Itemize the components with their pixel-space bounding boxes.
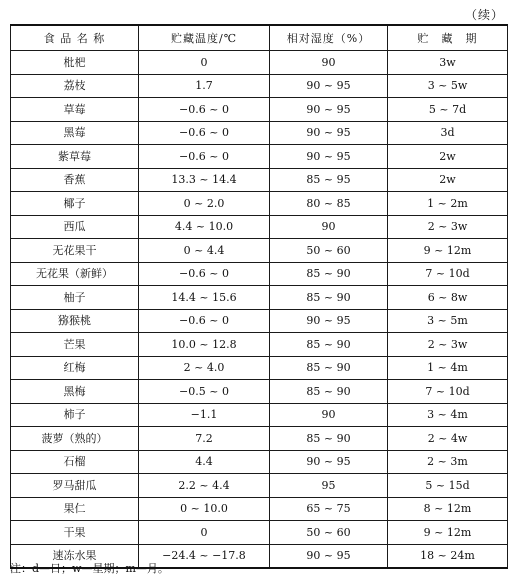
table-row: [11, 497, 508, 521]
table-row: [11, 356, 508, 380]
storage-period-cell: 8 ~ 12m: [388, 497, 508, 521]
table-row: [11, 74, 508, 98]
humidity-cell: 85 ~ 90: [270, 380, 388, 404]
humidity-cell: 50 ~ 60: [270, 239, 388, 263]
storage-period-cell: 3d: [388, 121, 508, 145]
storage-period-cell: 2w: [388, 168, 508, 192]
storage-period-cell: 6 ~ 8w: [388, 286, 508, 310]
humidity-cell: 85 ~ 90: [270, 427, 388, 451]
storage-period-cell: 2 ~ 3w: [388, 333, 508, 357]
storage-table: [10, 24, 508, 569]
storage-temp-cell: −24.4 ~ −17.8: [139, 544, 270, 568]
humidity-cell: 85 ~ 90: [270, 356, 388, 380]
table-row: [11, 450, 508, 474]
continued-label: （续）: [464, 8, 504, 22]
humidity-cell: 90 ~ 95: [270, 98, 388, 122]
storage-period-cell: 18 ~ 24m: [388, 544, 508, 568]
storage-temp-cell: 2.2 ~ 4.4: [139, 474, 270, 498]
storage-period-cell: 3 ~ 5w: [388, 74, 508, 98]
storage-temp-cell: 13.3 ~ 14.4: [139, 168, 270, 192]
storage-temp-cell: 2 ~ 4.0: [139, 356, 270, 380]
food-name-cell: 柿子: [11, 403, 139, 427]
humidity-cell: 90: [270, 51, 388, 75]
storage-period-cell: 7 ~ 10d: [388, 380, 508, 404]
storage-temp-cell: 10.0 ~ 12.8: [139, 333, 270, 357]
humidity-cell: 65 ~ 75: [270, 497, 388, 521]
food-name-cell: 猕猴桃: [11, 309, 139, 333]
storage-period-cell: 9 ~ 12m: [388, 521, 508, 545]
storage-temp-cell: 7.2: [139, 427, 270, 451]
humidity-cell: 90: [270, 215, 388, 239]
food-name-cell: 椰子: [11, 192, 139, 216]
storage-temp-cell: 4.4 ~ 10.0: [139, 215, 270, 239]
table-row: [11, 309, 508, 333]
storage-temp-cell: −0.6 ~ 0: [139, 121, 270, 145]
table-row: [11, 192, 508, 216]
storage-period-cell: 5 ~ 15d: [388, 474, 508, 498]
food-name-cell: 紫草莓: [11, 145, 139, 169]
food-name-cell: 无花果干: [11, 239, 139, 263]
food-name-cell: 无花果（新鲜）: [11, 262, 139, 286]
humidity-cell: 85 ~ 90: [270, 262, 388, 286]
food-name-cell: 速冻水果: [11, 544, 139, 568]
humidity-cell: 50 ~ 60: [270, 521, 388, 545]
header-storage-period: 贮 藏 期: [388, 25, 508, 51]
table-row: [11, 474, 508, 498]
humidity-cell: 85 ~ 90: [270, 286, 388, 310]
humidity-cell: 80 ~ 85: [270, 192, 388, 216]
storage-temp-cell: 0: [139, 521, 270, 545]
humidity-cell: 90 ~ 95: [270, 450, 388, 474]
storage-temp-cell: −0.6 ~ 0: [139, 309, 270, 333]
storage-period-cell: 3 ~ 4m: [388, 403, 508, 427]
humidity-cell: 90 ~ 95: [270, 309, 388, 333]
humidity-cell: 90 ~ 95: [270, 544, 388, 568]
storage-temp-cell: −0.5 ~ 0: [139, 380, 270, 404]
table-row: [11, 427, 508, 451]
storage-temp-cell: −0.6 ~ 0: [139, 145, 270, 169]
storage-period-cell: 2 ~ 4w: [388, 427, 508, 451]
food-name-cell: 果仁: [11, 497, 139, 521]
table-row: [11, 168, 508, 192]
food-name-cell: 西瓜: [11, 215, 139, 239]
footnote: 注：d—日；w—星期；m—月。: [10, 562, 169, 575]
table-row: [11, 262, 508, 286]
table-row: [11, 215, 508, 239]
food-name-cell: 黑莓: [11, 121, 139, 145]
food-name-cell: 菠萝（熟的）: [11, 427, 139, 451]
food-name-cell: 黑梅: [11, 380, 139, 404]
table-row: [11, 121, 508, 145]
storage-temp-cell: 1.7: [139, 74, 270, 98]
storage-temp-cell: 4.4: [139, 450, 270, 474]
table-row: [11, 380, 508, 404]
table-row: [11, 403, 508, 427]
table-row: [11, 51, 508, 75]
table-row: [11, 239, 508, 263]
header-storage-temp: 贮藏温度/℃: [139, 25, 270, 51]
humidity-cell: 95: [270, 474, 388, 498]
storage-period-cell: 9 ~ 12m: [388, 239, 508, 263]
storage-period-cell: 5 ~ 7d: [388, 98, 508, 122]
humidity-cell: 90 ~ 95: [270, 74, 388, 98]
storage-period-cell: 3 ~ 5m: [388, 309, 508, 333]
storage-period-cell: 7 ~ 10d: [388, 262, 508, 286]
food-name-cell: 柚子: [11, 286, 139, 310]
header-humidity: 相对湿度（%）: [270, 25, 388, 51]
header-food-name: 食 品 名 称: [11, 25, 139, 51]
table-row: [11, 145, 508, 169]
food-name-cell: 芒果: [11, 333, 139, 357]
food-name-cell: 香蕉: [11, 168, 139, 192]
food-name-cell: 荔枝: [11, 74, 139, 98]
humidity-cell: 85 ~ 90: [270, 333, 388, 357]
storage-temp-cell: 0 ~ 4.4: [139, 239, 270, 263]
table-header-row: [11, 25, 508, 51]
humidity-cell: 90 ~ 95: [270, 121, 388, 145]
table-row: [11, 98, 508, 122]
storage-temp-cell: −1.1: [139, 403, 270, 427]
storage-period-cell: 3w: [388, 51, 508, 75]
storage-temp-cell: −0.6 ~ 0: [139, 262, 270, 286]
food-name-cell: 石榴: [11, 450, 139, 474]
food-name-cell: 草莓: [11, 98, 139, 122]
storage-period-cell: 1 ~ 2m: [388, 192, 508, 216]
storage-temp-cell: 0: [139, 51, 270, 75]
storage-period-cell: 2 ~ 3m: [388, 450, 508, 474]
table-row: [11, 333, 508, 357]
food-name-cell: 红梅: [11, 356, 139, 380]
storage-temp-cell: 0 ~ 10.0: [139, 497, 270, 521]
storage-period-cell: 2w: [388, 145, 508, 169]
storage-temp-cell: −0.6 ~ 0: [139, 98, 270, 122]
humidity-cell: 90: [270, 403, 388, 427]
storage-period-cell: 1 ~ 4m: [388, 356, 508, 380]
storage-period-cell: 2 ~ 3w: [388, 215, 508, 239]
storage-temp-cell: 14.4 ~ 15.6: [139, 286, 270, 310]
food-name-cell: 干果: [11, 521, 139, 545]
food-name-cell: 枇杷: [11, 51, 139, 75]
humidity-cell: 90 ~ 95: [270, 145, 388, 169]
food-name-cell: 罗马甜瓜: [11, 474, 139, 498]
storage-temp-cell: 0 ~ 2.0: [139, 192, 270, 216]
humidity-cell: 85 ~ 95: [270, 168, 388, 192]
table-row: [11, 286, 508, 310]
table-row: [11, 521, 508, 545]
